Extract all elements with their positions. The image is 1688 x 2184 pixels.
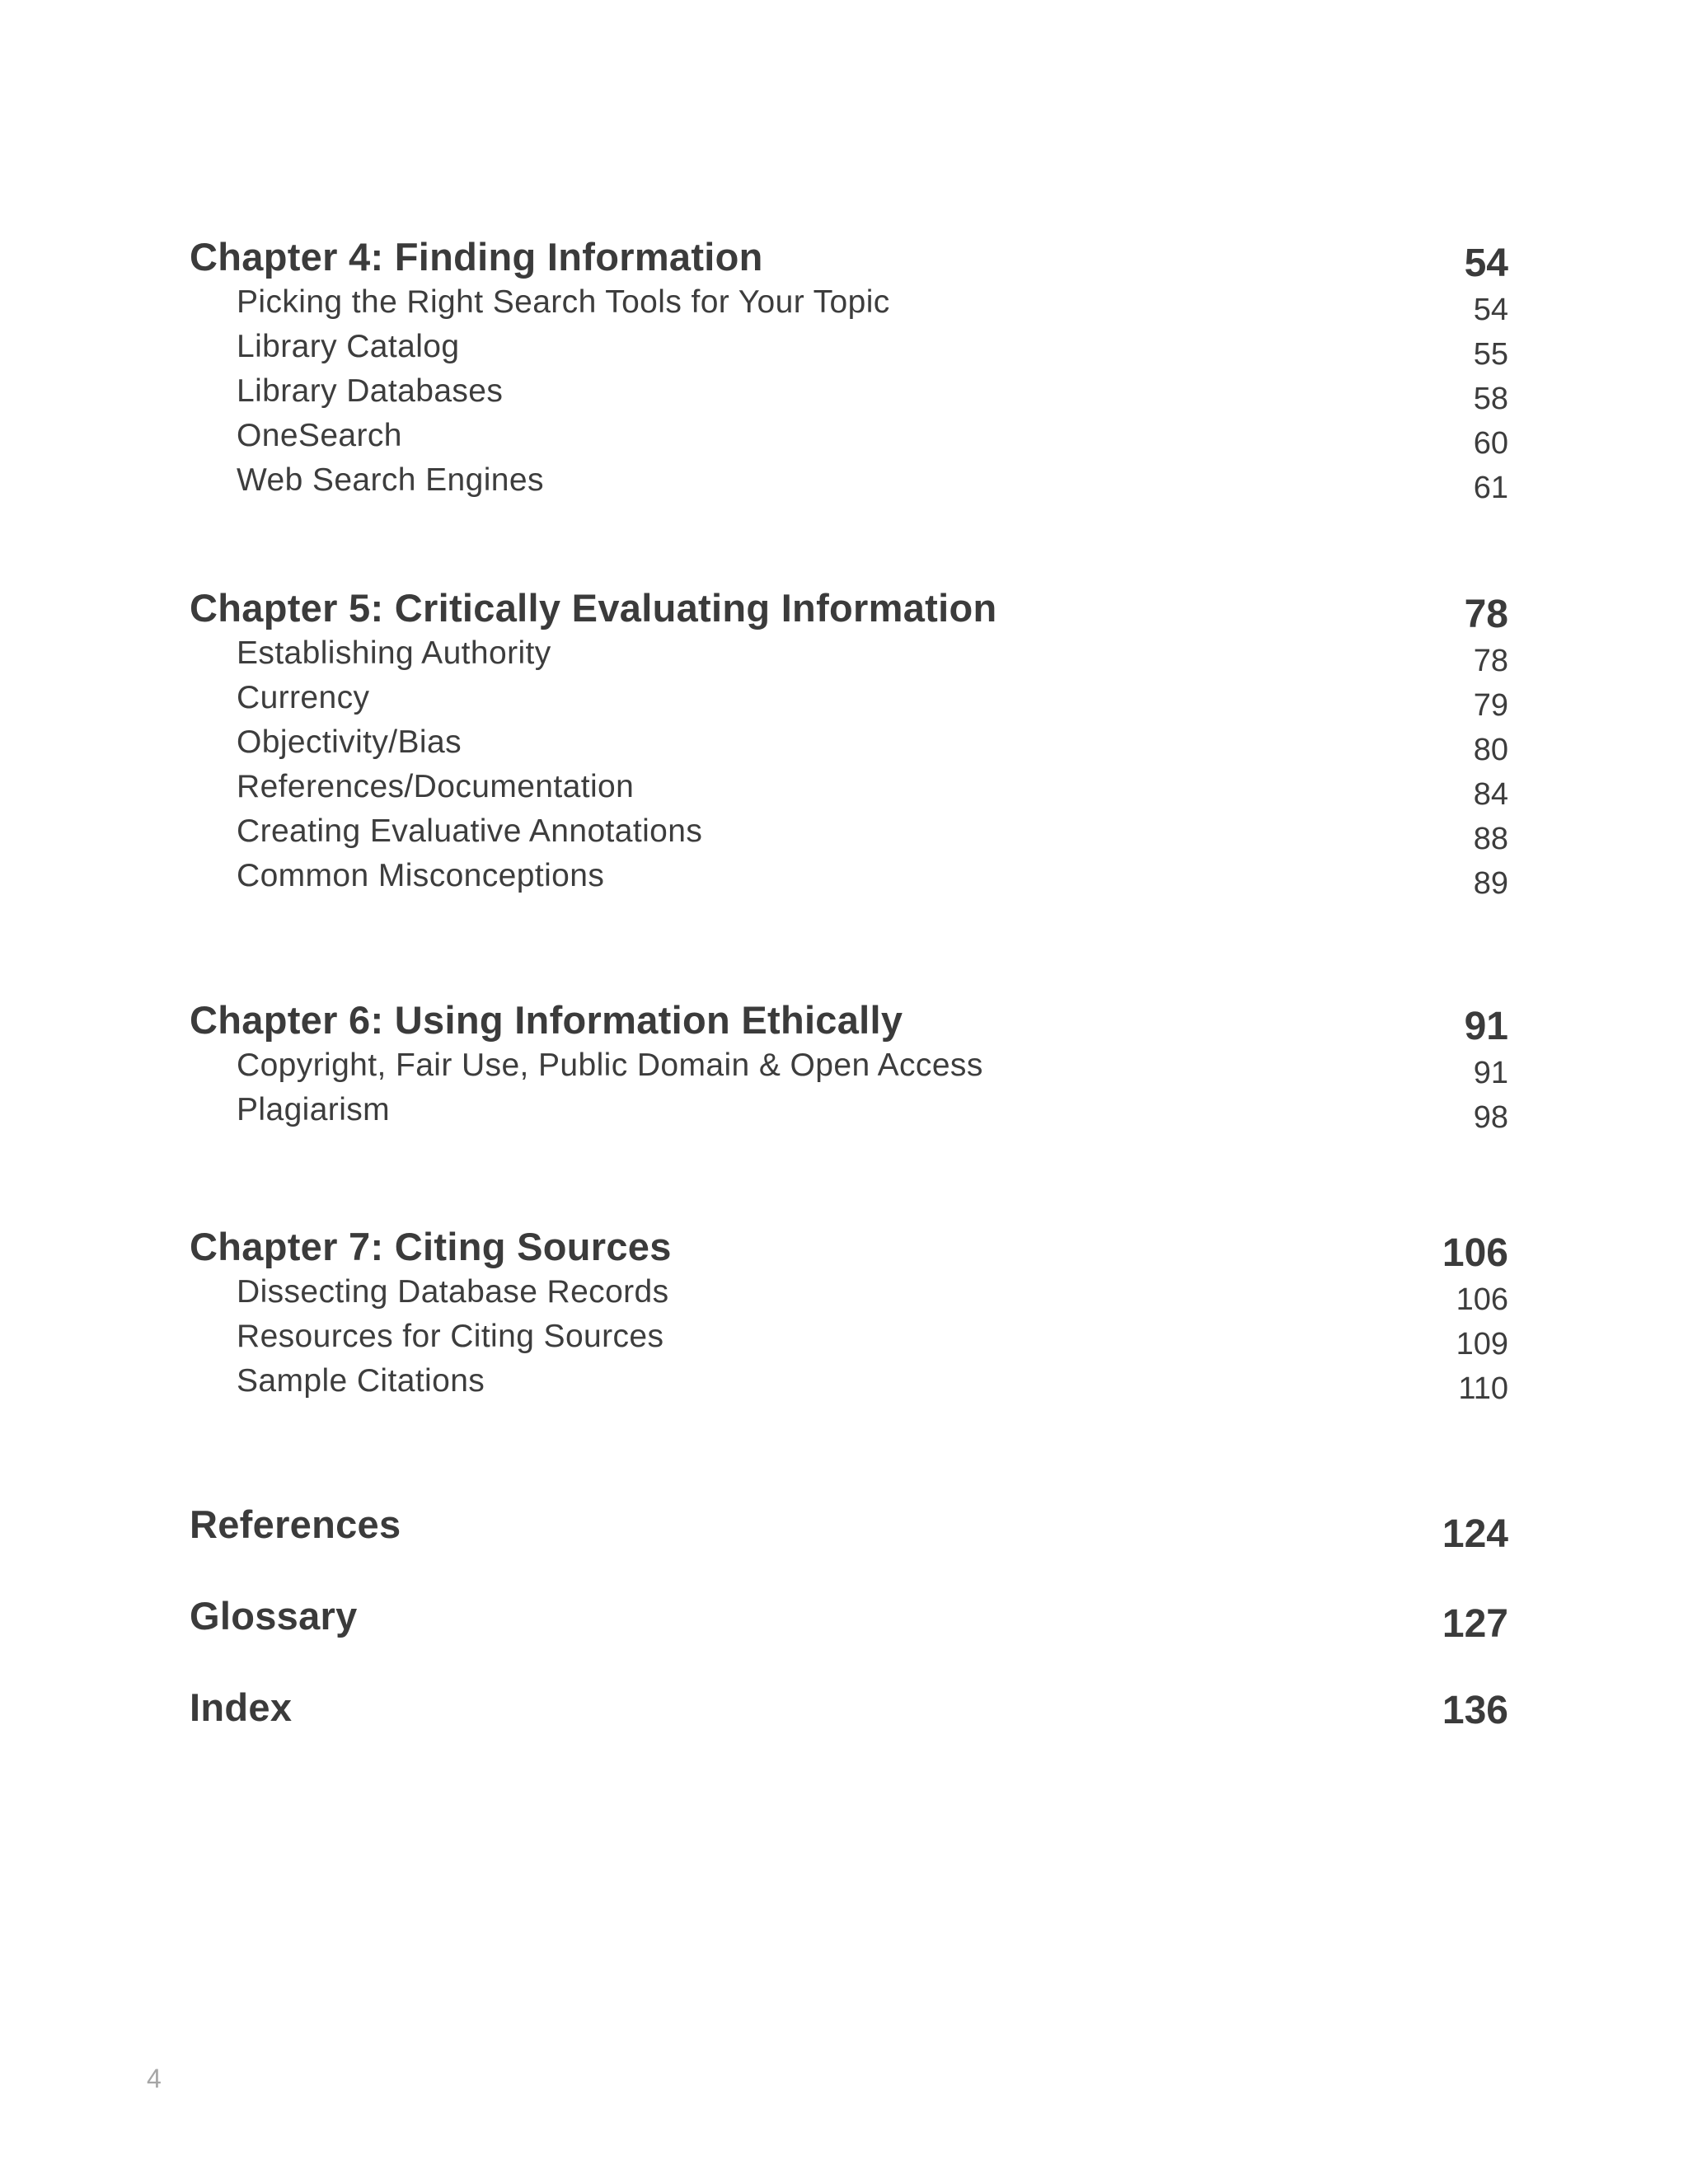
backmatter-title[interactable]: Glossary — [190, 1594, 358, 1638]
section-page-number: 58 — [1473, 382, 1508, 416]
section-title[interactable]: OneSearch — [237, 418, 402, 453]
page-number: 4 — [147, 2064, 162, 2093]
section-page-number: 80 — [1473, 733, 1508, 767]
section-page-number: 88 — [1473, 822, 1508, 856]
section-page-number: 110 — [1458, 1371, 1508, 1406]
section-page-number: 84 — [1473, 777, 1508, 812]
section-row — [190, 280, 1508, 325]
section-title[interactable]: Library Catalog — [237, 329, 460, 364]
toc-chapter-4 — [190, 234, 1508, 503]
chapter-row — [190, 585, 1508, 636]
section-page-number: 60 — [1473, 426, 1508, 461]
section-title[interactable]: Web Search Engines — [237, 462, 544, 498]
section-page-number: 91 — [1473, 1056, 1508, 1090]
section-title[interactable]: Resources for Citing Sources — [237, 1319, 664, 1354]
toc-chapter-5 — [190, 585, 1508, 901]
toc-index — [190, 1685, 1508, 1731]
section-title[interactable]: Dissecting Database Records — [237, 1274, 669, 1310]
section-title[interactable]: Sample Citations — [237, 1363, 485, 1399]
section-title[interactable]: References/Documentation — [237, 769, 635, 804]
backmatter-row — [190, 1685, 1508, 1731]
section-page-number: 106 — [1456, 1282, 1508, 1317]
chapter-page-number: 78 — [1464, 593, 1508, 636]
section-title[interactable]: Common Misconceptions — [237, 858, 605, 893]
section-title[interactable]: Establishing Authority — [237, 635, 551, 671]
section-title[interactable]: Picking the Right Search Tools for Your Topic — [237, 284, 890, 320]
backmatter-page-number: 127 — [1442, 1602, 1508, 1646]
chapter-page-number: 54 — [1464, 241, 1508, 285]
chapter-row — [190, 1224, 1508, 1275]
section-page-number: 109 — [1456, 1327, 1508, 1361]
section-row — [190, 809, 1508, 854]
backmatter-title[interactable]: References — [190, 1502, 401, 1546]
toc-glossary — [190, 1593, 1508, 1646]
section-page-number: 78 — [1473, 644, 1508, 678]
chapter-row — [190, 234, 1508, 285]
section-row — [190, 414, 1508, 461]
section-row — [190, 676, 1508, 723]
chapter-title[interactable]: Chapter 5: Critically Evaluating Information — [190, 586, 997, 630]
chapter-page-number: 106 — [1442, 1231, 1508, 1275]
section-page-number: 61 — [1473, 471, 1508, 505]
chapter-title[interactable]: Chapter 7: Citing Sources — [190, 1225, 672, 1268]
section-page-number: 79 — [1473, 688, 1508, 723]
toc-references — [190, 1502, 1508, 1556]
section-title[interactable]: Library Databases — [237, 373, 504, 409]
section-row — [190, 325, 1508, 372]
section-row — [190, 1088, 1508, 1135]
section-title[interactable]: Objectivity/Bias — [237, 724, 462, 760]
section-page-number: 89 — [1473, 866, 1508, 901]
section-title[interactable]: Currency — [237, 680, 370, 715]
toc-chapter-7 — [190, 1224, 1508, 1404]
backmatter-page-number: 136 — [1442, 1689, 1508, 1732]
backmatter-row — [190, 1593, 1508, 1646]
section-row — [190, 1270, 1508, 1315]
chapter-title[interactable]: Chapter 6: Using Information Ethically — [190, 998, 903, 1042]
chapter-row — [190, 997, 1508, 1048]
section-page-number: 54 — [1473, 293, 1508, 327]
section-row — [190, 1043, 1508, 1088]
section-row — [190, 1315, 1508, 1359]
section-page-number: 98 — [1473, 1100, 1508, 1135]
section-row — [190, 765, 1508, 812]
backmatter-row — [190, 1502, 1508, 1556]
section-title[interactable]: Plagiarism — [237, 1092, 391, 1127]
section-row — [190, 854, 1508, 901]
backmatter-title[interactable]: Index — [190, 1685, 293, 1729]
section-row — [190, 720, 1508, 765]
backmatter-page-number: 124 — [1442, 1512, 1508, 1556]
toc-chapter-6 — [190, 997, 1508, 1135]
chapter-title[interactable]: Chapter 4: Finding Information — [190, 235, 763, 279]
section-row — [190, 1359, 1508, 1404]
section-title[interactable]: Copyright, Fair Use, Public Domain & Open Access — [237, 1047, 983, 1083]
section-row — [190, 631, 1508, 676]
section-title[interactable]: Creating Evaluative Annotations — [237, 813, 703, 849]
section-row — [190, 369, 1508, 414]
section-row — [190, 458, 1508, 503]
section-page-number: 55 — [1473, 337, 1508, 372]
chapter-page-number: 91 — [1464, 1005, 1508, 1048]
